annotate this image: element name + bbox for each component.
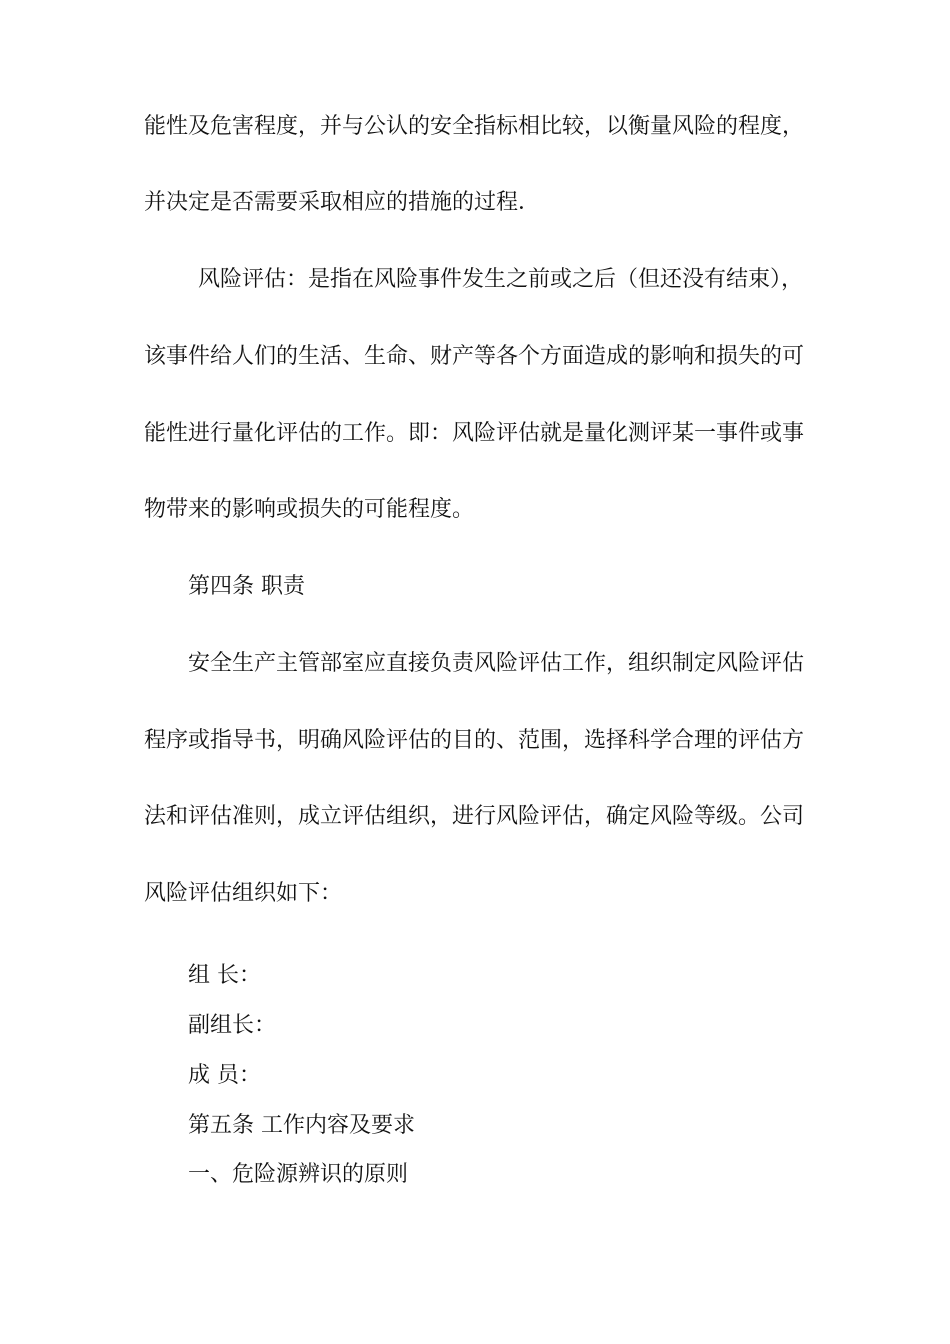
paragraph-line: 风险评估：是指在风险事件发生之前或之后（但还没有结束），: [198, 267, 804, 292]
paragraph-line: 能性进行量化评估的工作。即：风险评估就是量化测评某一事件或事: [144, 421, 805, 446]
team-leader-label: 组 长：: [188, 963, 261, 988]
section-heading: 第五条 工作内容及要求: [188, 1113, 415, 1138]
deputy-leader-label: 副组长：: [188, 1013, 277, 1038]
paragraph-line: 法和评估准则，成立评估组织，进行风险评估，确定风险等级。公司: [144, 804, 805, 829]
paragraph-line: 风险评估组织如下：: [144, 881, 343, 906]
paragraph-line: 安全生产主管部室应直接负责风险评估工作，组织制定风险评估: [188, 651, 805, 676]
members-label: 成 员：: [188, 1063, 261, 1088]
paragraph-line: 物带来的影响或损失的可能程度。: [144, 497, 475, 522]
section-heading: 第四条 职责: [188, 574, 305, 599]
subsection-heading: 一、危险源辨识的原则: [188, 1162, 409, 1187]
paragraph-line: 程序或指导书，明确风险评估的目的、范围，选择科学合理的评估方: [144, 728, 805, 753]
paragraph-line: 并决定是否需要采取相应的措施的过程．: [144, 190, 541, 215]
paragraph-line: 能性及危害程度，并与公认的安全指标相比较，以衡量风险的程度，: [144, 114, 805, 139]
paragraph-line: 该事件给人们的生活、生命、财产等各个方面造成的影响和损失的可: [144, 344, 805, 369]
